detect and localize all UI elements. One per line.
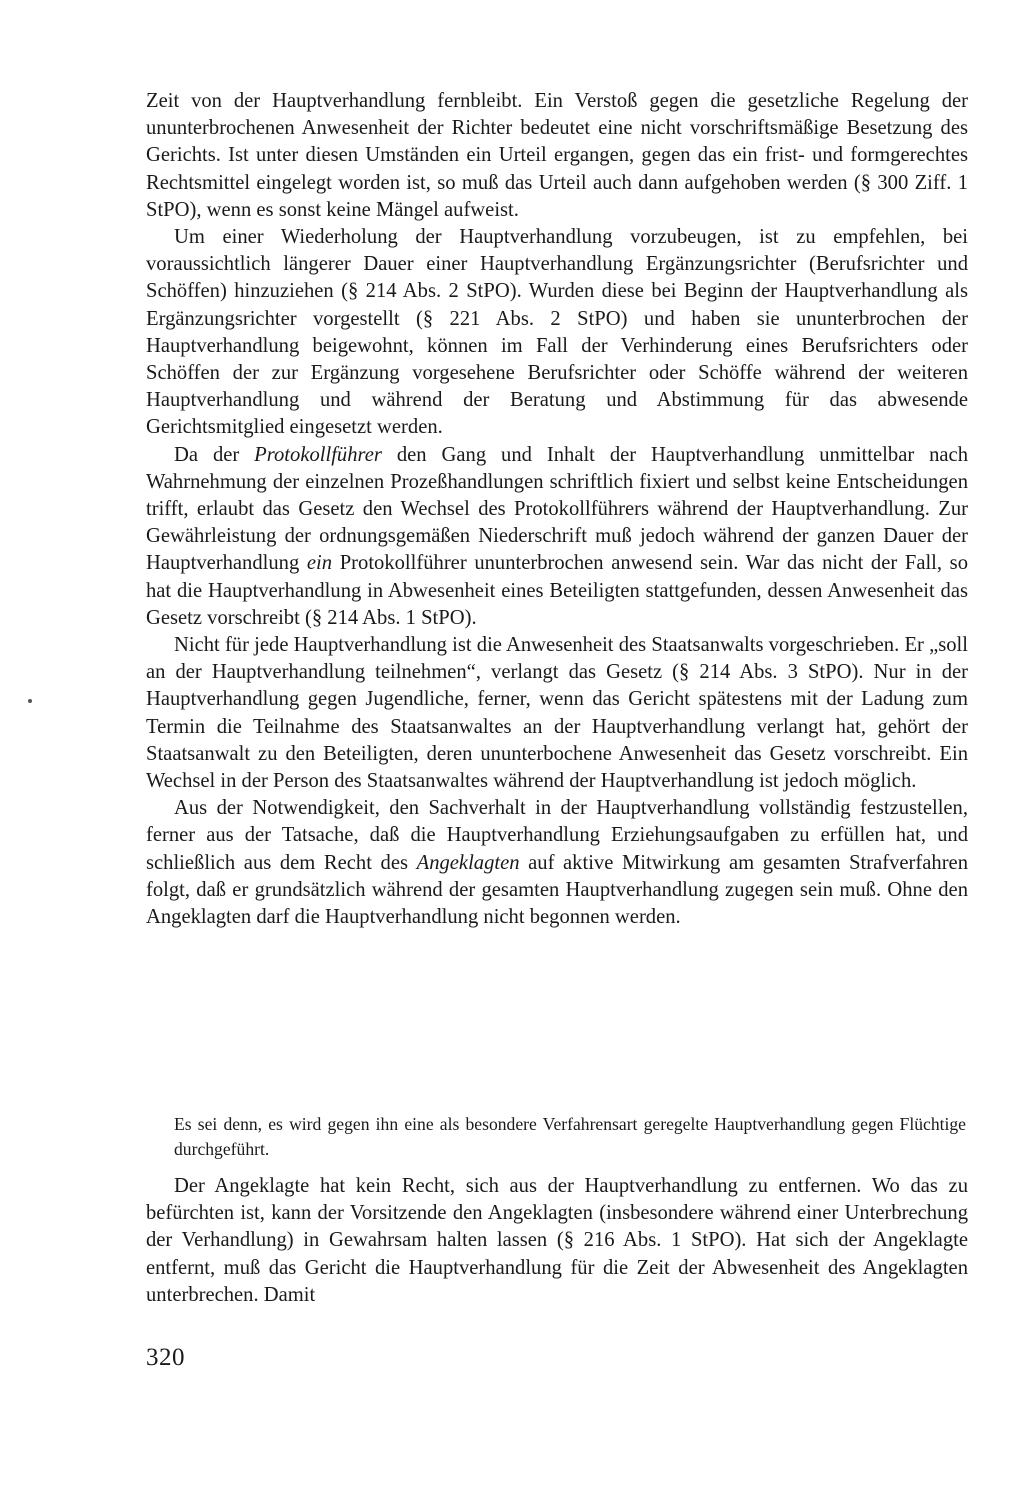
paragraph-ergaenzungsrichter — [146, 224, 968, 442]
italic-term: Angeklagten — [416, 851, 520, 874]
text-run: Der Angeklagte hat kein Recht, sich aus der Hauptverhandlung zu entfernen. Wo das zu befürchten ist, kann der Vorsitzende den Angeklagten (insbesondere während einer Unterbrechung der Verhandlung) in Gewahrsam halten lassen (§ 216 Abs. 1 StPO). Hat sich der Angeklagte entfernt, muß das Gericht die Hauptverhandlung für die Zeit der Abwesenheit des Angeklagten unterbrechen. Damit — [146, 1175, 968, 1306]
text-run: Nicht für jede Hauptverhandlung ist die Anwesenheit des Staatsanwalts vorgeschrieben. Er „soll an der Hauptverhandlung teilnehmen“, verlangt das Gesetz (§ 214 Abs. 3 StPO). Nur in der Hauptverhandlung gegen Jugendliche, ferner, wenn das Gericht spätestens mit der Ladung zum Termin die Teilnahme des Staatsanwaltes an der Hauptverhandlung verlangt hat, gehört der Staatsanwalt zu den Beteiligten, deren ununterbochene Anwesenheit das Gesetz vorschreibt. Ein Wechsel in der Person des Staatsanwaltes während der Hauptverhandlung ist jedoch möglich. — [146, 634, 968, 793]
paragraph-staatsanwalt — [146, 632, 968, 795]
text-run: Es sei denn, es wird gegen ihn eine als besondere Verfahrensart geregelte Hauptverhandlung gegen Flüchtige durchgeführt. — [174, 1114, 966, 1159]
text-run: den Gang und Inhalt der Hauptverhandlung unmittelbar nach Wahrnehmung der einzelnen Prozeßhandlungen schriftlich fixiert und selbst keine Entscheidungen trifft, erlaubt das Gesetz den Wechsel des Protokollführers während der Hauptverhandlung. Zur Gewährleistung der ordnungsgemäßen Niederschrift muß jedoch während der ganzen Dauer der Hauptverhandlung — [146, 443, 968, 575]
text-run: auf aktive Mitwirkung am gesamten Strafverfahren folgt, daß er grundsätzlich während der gesamten Hauptverhandlung zugegen sein muß. Ohne den Angeklagten darf die Hauptverhandlung nicht begonnen werden. — [146, 851, 968, 929]
small-print-note — [174, 1112, 966, 1162]
italic-term: ein — [306, 552, 333, 575]
paragraph-gewahrsam — [146, 1173, 968, 1309]
paragraph-continuation — [146, 88, 968, 224]
text-run: Protokollführer ununterbrochen anwesend sein. War das nicht der Fall, so hat die Hauptverhandlung in Abwesenheit eines Beteiligten stattgefunden, dessen Anwesenheit das Gesetz vorschreibt (§ 214 Abs. 1 StPO). — [146, 552, 968, 629]
text-run: Da der — [174, 443, 255, 466]
italic-term: Protokollführer — [254, 443, 382, 466]
body-text-block-upper — [146, 88, 968, 931]
paragraph-protokollfuehrer — [146, 442, 968, 632]
margin-speck — [28, 699, 32, 703]
page-number: 320 — [146, 1344, 185, 1371]
text-run: Zeit von der Hauptverhandlung fernbleibt. Ein Verstoß gegen die gesetzliche Regelung der ununterbrochenen Anwesenheit der Richter bedeutet eine nicht vorschriftsmäßige Besetzung des Gerichts. Ist unter diesen Umständen ein Urteil ergangen, gegen das ein frist- und formgerechtes Rechtsmittel eingelegt worden ist, so muß das Urteil auch dann aufgehoben werden (§ 300 Ziff. 1 StPO), wenn es sonst keine Mängel aufweist. — [146, 90, 968, 221]
body-text-block-lower — [146, 1173, 968, 1309]
paragraph-angeklagter-anwesenheit — [146, 795, 968, 931]
text-run: Um einer Wiederholung der Hauptverhandlung vorzubeugen, ist zu empfehlen, bei voraussichtlich längerer Dauer einer Hauptverhandlung Ergänzungsrichter (Berufsrichter und Schöffen) hinzuziehen (§ 214 Abs. 2 StPO). Wurden diese bei Beginn der Hauptverhandlung als Ergänzungsrichter vorgestellt (§ 221 Abs. 2 StPO) und haben sie ununterbrochen der Hauptverhandlung beigewohnt, können im Fall der Verhinderung eines Berufsrichters oder Schöffen der zur Ergänzung vorgesehene Berufsrichter oder Schöffe während der weiteren Hauptverhandlung und während der Beratung und Abstimmung für das abwesende Gerichtsmitglied eingesetzt werden. — [146, 226, 968, 439]
text-run: Aus der Notwendigkeit, den Sachverhalt in der Hauptverhandlung vollständig festzustellen, ferner aus der Tatsache, daß die Hauptverhandlung Erziehungsaufgaben zu erfüllen hat, und schließlich aus dem Recht des — [146, 797, 968, 874]
